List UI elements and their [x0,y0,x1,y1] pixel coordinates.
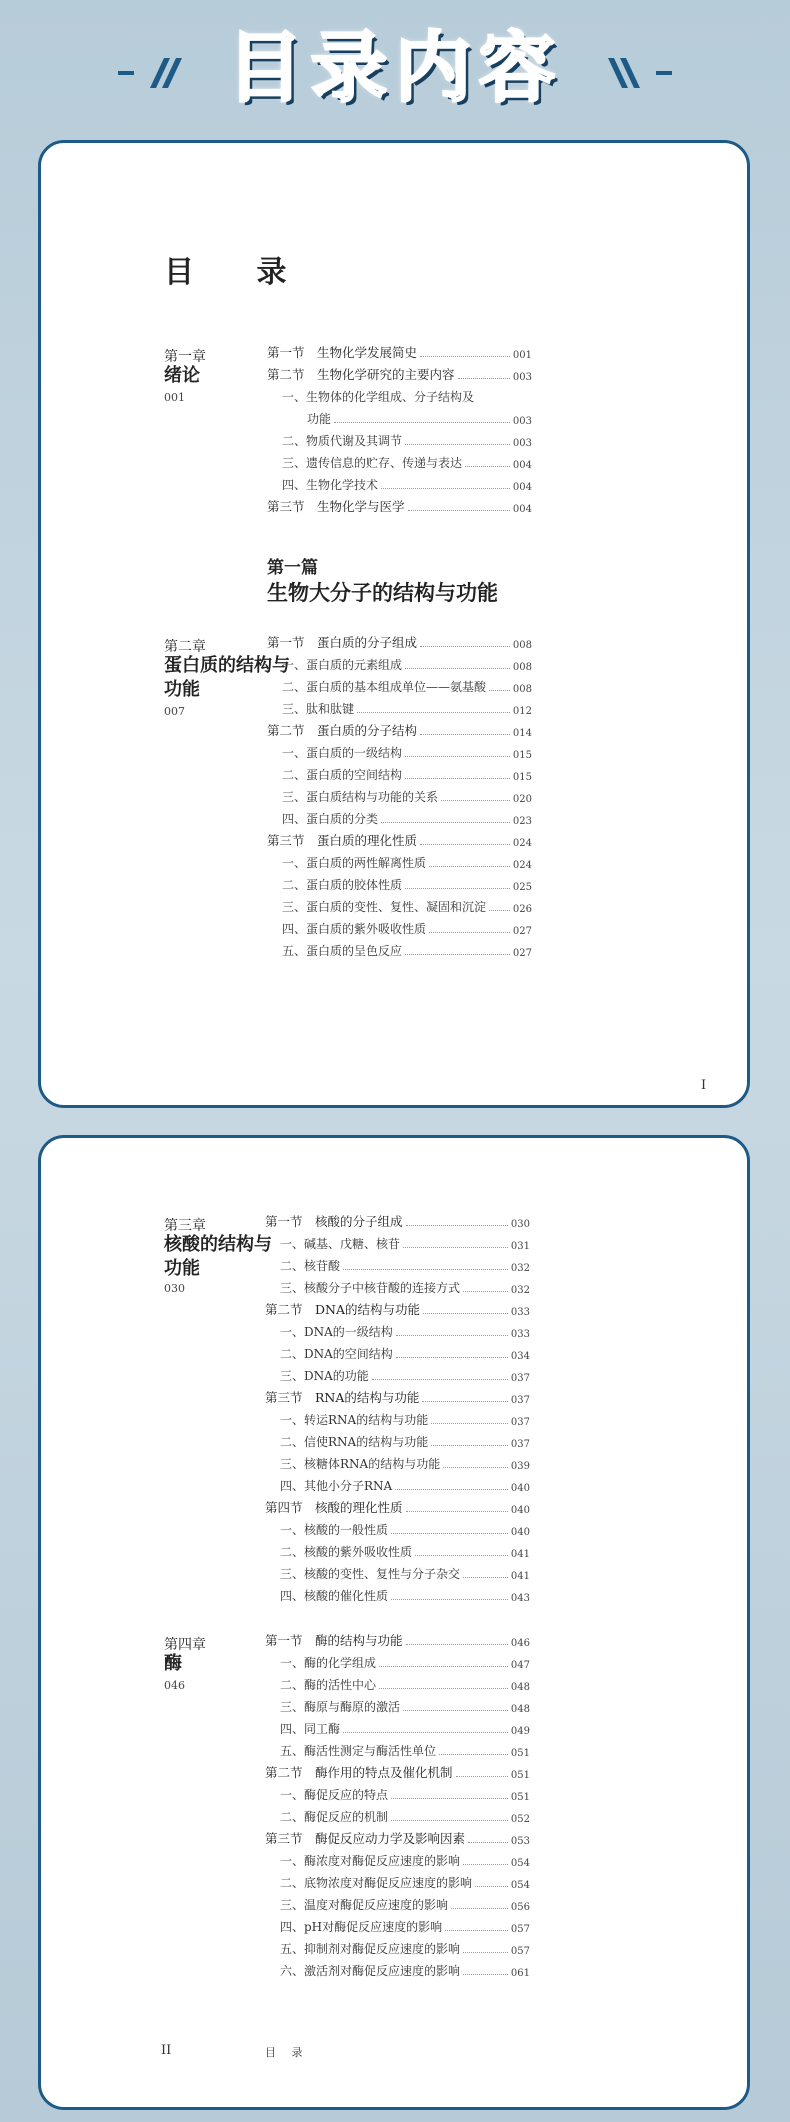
entry-page-number: 004 [512,504,532,515]
toc-item-entry [265,1693,530,1715]
entry-label: 第一节 酶的结构与功能 [265,1633,403,1648]
dot-leader [420,844,510,845]
entry-page-number: 041 [510,1571,530,1582]
toc-item-entry [265,1274,530,1296]
entry-label: 二、底物浓度对酶促反应速度的影响 [280,1876,473,1890]
entry-page-number: 051 [510,1748,530,1759]
entry-label: 第三节 酶促反应动力学及影响因素 [265,1831,466,1846]
slash-decoration-right-icon [602,56,672,90]
entry-page-number: 030 [510,1219,530,1230]
entry-label: 五、抑制剂对酶促反应速度的影响 [280,1942,461,1956]
entry-page-number: 057 [510,1924,530,1935]
entry-page-number: 015 [512,772,532,783]
toc-title: 目 录 [164,255,313,290]
entry-label: 一、碱基、戊糖、核苷 [280,1237,401,1251]
entry-page-number: 054 [510,1880,530,1891]
toc-item-entry [265,1340,530,1362]
toc-item-entry [267,449,532,471]
slash-decoration-left-icon [118,56,188,90]
entry-label: 第三节 生物化学与医学 [267,499,405,514]
toc-item-entry [265,1472,530,1494]
chapter-page: 030 [164,1282,185,1295]
entry-label: 一、蛋白质的元素组成 [282,658,403,672]
toc-section-entry [267,629,532,651]
entry-label: 一、核酸的一般性质 [280,1523,389,1537]
entry-page-number: 027 [512,926,532,937]
toc-page-1 [38,140,750,1108]
toc-section-entry [267,827,532,849]
toc-item-entry [265,1318,530,1340]
entry-label: 一、酶促反应的特点 [280,1788,389,1802]
toc-item-entry [265,1671,530,1693]
dot-leader [381,822,510,823]
toc-item-entry [265,1406,530,1428]
entry-label: 六、激活剂对酶促反应速度的影响 [280,1964,461,1978]
dot-leader [406,1644,508,1645]
entry-page-number: 049 [510,1726,530,1737]
dot-leader [391,1820,508,1821]
dot-leader [406,1511,508,1512]
toc-item-entry [265,1715,530,1737]
banner-title: 目录内容 [227,22,563,112]
toc-page-2 [38,1135,750,2110]
entry-page-number: 015 [512,750,532,761]
toc-section-entry [265,1494,530,1516]
entry-label: 二、信使RNA的结构与功能 [280,1435,429,1449]
entry-label: 功能 [307,412,332,426]
dot-leader [405,444,510,445]
dot-leader [420,646,510,647]
dot-leader [408,510,510,511]
running-head: 目 录 [265,2046,309,2059]
entry-label: 一、酶浓度对酶促反应速度的影响 [280,1854,461,1868]
toc-item-entry [265,1649,530,1671]
entry-label: 二、酶的活性中心 [280,1678,377,1692]
entry-page-number: 003 [512,372,532,383]
dot-leader [456,1776,508,1777]
entry-page-number: 052 [510,1814,530,1825]
entry-page-number: 039 [510,1461,530,1472]
chapter-page: 046 [164,1679,185,1692]
entry-page-number: 003 [512,438,532,449]
chapter-number: 第二章 [164,639,206,655]
toc-section-entry [267,339,532,361]
toc-section-entry [265,1296,530,1318]
entry-label: 四、蛋白质的分类 [282,812,379,826]
entry-label: 四、生物化学技术 [282,478,379,492]
dot-leader [379,1666,508,1667]
entry-page-number: 032 [510,1285,530,1296]
chapter-name: 核酸的结构与功能 [164,1234,272,1279]
entry-label: 五、酶活性测定与酶活性单位 [280,1744,437,1758]
dot-leader [489,910,510,911]
dot-leader [391,1599,508,1600]
dot-leader [391,1798,508,1799]
entry-page-number: 032 [510,1263,530,1274]
entry-page-number: 023 [512,816,532,827]
entry-label: 第二节 蛋白质的分子结构 [267,723,418,738]
toc-item-entry [267,427,532,449]
dot-leader [405,756,510,757]
entry-label: 第三节 RNA的结构与功能 [265,1390,420,1405]
entry-label: 二、酶促反应的机制 [280,1810,389,1824]
entry-label: 四、核酸的催化性质 [280,1589,389,1603]
entry-page-number: 057 [510,1946,530,1957]
dot-leader [403,1247,508,1248]
toc-section-entry [265,1208,530,1230]
entry-page-number: 004 [512,460,532,471]
entry-label: 一、蛋白质的一级结构 [282,746,403,760]
entry-label: 三、核酸分子中核苷酸的连接方式 [280,1281,461,1295]
toc-item-entry [267,849,532,871]
dot-leader [405,954,510,955]
entry-label: 二、核酸的紫外吸收性质 [280,1545,413,1559]
toc-item-entry [267,695,532,717]
toc-item-entry [265,1516,530,1538]
toc-item-entry [267,761,532,783]
entry-page-number: 051 [510,1770,530,1781]
toc-item-entry [267,383,532,405]
dot-leader [334,422,510,423]
page-folio: II [161,2043,172,2058]
toc-item-entry [265,1450,530,1472]
entry-page-number: 037 [510,1417,530,1428]
entry-label: 三、核酸的变性、复性与分子杂交 [280,1567,461,1581]
entry-page-number: 033 [510,1307,530,1318]
entry-label: 三、DNA的功能 [280,1369,369,1383]
entry-page-number: 026 [512,904,532,915]
toc-item-entry [265,1913,530,1935]
toc-item-entry [267,937,532,959]
chapter-number: 第三章 [164,1218,206,1234]
toc-section-entry [265,1825,530,1847]
toc-item-entry [267,673,532,695]
entry-label: 四、其他小分子RNA [280,1479,393,1493]
entry-page-number: 014 [512,728,532,739]
dot-leader [451,1908,508,1909]
entry-page-number: 024 [512,838,532,849]
entry-page-number: 047 [510,1660,530,1671]
entry-label: 第二节 生物化学研究的主要内容 [267,367,455,382]
entry-label: 二、核苷酸 [280,1259,341,1273]
entry-page-number: 008 [512,662,532,673]
entry-label: 二、蛋白质的胶体性质 [282,878,403,892]
toc-item-entry [265,1935,530,1957]
entry-label: 三、核糖体RNA的结构与功能 [280,1457,441,1471]
toc-item-entry [265,1869,530,1891]
toc-item-entry [267,805,532,827]
entry-page-number: 034 [510,1351,530,1362]
dot-leader [422,1401,508,1402]
toc-item-entry [265,1737,530,1759]
dot-leader [391,1533,508,1534]
dot-leader [431,1423,508,1424]
entry-label: 一、生物体的化学组成、分子结构及 [282,390,475,404]
toc-section-entry [267,717,532,739]
chapter-number: 第一章 [164,349,206,365]
dot-leader [379,1688,508,1689]
entry-page-number: 040 [510,1483,530,1494]
entry-page-number: 040 [510,1527,530,1538]
entry-label: 五、蛋白质的呈色反应 [282,944,403,958]
entry-label: 四、同工酶 [280,1722,341,1736]
entry-label: 第三节 蛋白质的理化性质 [267,833,418,848]
dot-leader [420,734,510,735]
toc-item-entry [265,1252,530,1274]
toc-item-entry [265,1957,530,1979]
entry-label: 一、酶的化学组成 [280,1656,377,1670]
entry-label: 一、DNA的一级结构 [280,1325,393,1339]
entry-label: 一、转运RNA的结构与功能 [280,1413,429,1427]
entry-label: 四、蛋白质的紫外吸收性质 [282,922,427,936]
dot-leader [396,1357,508,1358]
dot-leader [403,1710,508,1711]
entry-label: 四、pH对酶促反应速度的影响 [280,1920,443,1934]
dot-leader [439,1754,508,1755]
dot-leader [475,1886,508,1887]
chapter-number: 第四章 [164,1637,206,1653]
toc-section-entry [265,1759,530,1781]
dot-leader [423,1313,508,1314]
toc-item-entry [265,1781,530,1803]
entry-page-number: 046 [510,1638,530,1649]
entry-label: 第四节 核酸的理化性质 [265,1500,403,1515]
entry-label: 第一节 生物化学发展简史 [267,345,418,360]
entry-page-number: 033 [510,1329,530,1340]
toc-section-entry [265,1384,530,1406]
entry-label: 第二节 DNA的结构与功能 [265,1302,420,1317]
dot-leader [415,1555,508,1556]
entry-page-number: 048 [510,1704,530,1715]
entry-page-number: 003 [512,416,532,427]
dot-leader [381,488,510,489]
entry-page-number: 041 [510,1549,530,1560]
entry-page-number: 051 [510,1792,530,1803]
toc-item-entry [267,405,532,427]
entry-page-number: 001 [512,350,532,361]
entry-page-number: 008 [512,640,532,651]
toc-item-entry [265,1230,530,1252]
toc-item-entry [267,471,532,493]
chapter-2-entries [267,629,532,959]
chapter-name: 酶 [164,1653,182,1674]
part-name: 生物大分子的结构与功能 [267,580,498,605]
toc-section-entry [267,493,532,515]
entry-page-number: 037 [510,1395,530,1406]
dot-leader [463,1577,508,1578]
entry-label: 三、肽和肽键 [282,702,355,716]
part-number: 第一篇 [267,558,318,578]
toc-item-entry [267,893,532,915]
dot-leader [441,800,510,801]
dot-leader [463,1952,508,1953]
entry-page-number: 025 [512,882,532,893]
dot-leader [372,1379,508,1380]
dot-leader [429,866,510,867]
toc-item-entry [265,1847,530,1869]
dot-leader [420,356,510,357]
entry-label: 第一节 蛋白质的分子组成 [267,635,418,650]
dot-leader [357,712,510,713]
dot-leader [405,668,510,669]
toc-item-entry [265,1803,530,1825]
dot-leader [463,1974,508,1975]
toc-section-entry [267,361,532,383]
chapter-name: 蛋白质的结构与功能 [164,655,290,700]
entry-label: 第二节 酶作用的特点及催化机制 [265,1765,453,1780]
chapter-page: 007 [164,705,185,718]
chapter-3-entries [265,1208,530,1604]
dot-leader [458,378,510,379]
entry-label: 三、蛋白质的变性、复性、凝固和沉淀 [282,900,487,914]
entry-page-number: 004 [512,482,532,493]
entry-page-number: 012 [512,706,532,717]
entry-page-number: 053 [510,1836,530,1847]
dot-leader [443,1467,508,1468]
toc-item-entry [265,1362,530,1384]
entry-page-number: 008 [512,684,532,695]
entry-page-number: 037 [510,1373,530,1384]
entry-page-number: 020 [512,794,532,805]
toc-item-entry [265,1560,530,1582]
entry-label: 三、遗传信息的贮存、传递与表达 [282,456,463,470]
dot-leader [405,778,510,779]
chapter-4-entries [265,1627,530,1979]
entry-page-number: 061 [510,1968,530,1979]
toc-item-entry [267,915,532,937]
toc-item-entry [265,1582,530,1604]
dot-leader [489,690,510,691]
entry-page-number: 048 [510,1682,530,1693]
entry-label: 二、物质代谢及其调节 [282,434,403,448]
entry-label: 三、温度对酶促反应速度的影响 [280,1898,449,1912]
toc-item-entry [267,651,532,673]
dot-leader [396,1335,508,1336]
dot-leader [406,1225,508,1226]
toc-item-entry [265,1538,530,1560]
dot-leader [343,1732,508,1733]
dot-leader [405,888,510,889]
chapter-1-entries [267,339,532,515]
entry-label: 二、蛋白质的空间结构 [282,768,403,782]
page-folio: I [701,1078,707,1093]
dot-leader [343,1269,508,1270]
entry-label: 三、蛋白质结构与功能的关系 [282,790,439,804]
entry-label: 二、蛋白质的基本组成单位——氨基酸 [282,680,487,694]
dot-leader [468,1842,508,1843]
entry-label: 二、DNA的空间结构 [280,1347,393,1361]
entry-page-number: 043 [510,1593,530,1604]
dot-leader [465,466,510,467]
entry-page-number: 037 [510,1439,530,1450]
entry-page-number: 027 [512,948,532,959]
toc-item-entry [267,783,532,805]
toc-item-entry [267,871,532,893]
chapter-name: 绪论 [164,365,200,386]
entry-label: 一、蛋白质的两性解离性质 [282,856,427,870]
dot-leader [463,1291,508,1292]
dot-leader [431,1445,508,1446]
entry-page-number: 040 [510,1505,530,1516]
toc-item-entry [265,1428,530,1450]
toc-section-entry [265,1627,530,1649]
toc-item-entry [267,739,532,761]
dot-leader [463,1864,508,1865]
entry-page-number: 031 [510,1241,530,1252]
dot-leader [395,1489,508,1490]
entry-page-number: 054 [510,1858,530,1869]
entry-page-number: 056 [510,1902,530,1913]
toc-item-entry [265,1891,530,1913]
dot-leader [429,932,510,933]
dot-leader [445,1930,508,1931]
entry-label: 三、酶原与酶原的激活 [280,1700,401,1714]
entry-label: 第一节 核酸的分子组成 [265,1214,403,1229]
entry-page-number: 024 [512,860,532,871]
chapter-page: 001 [164,391,185,404]
